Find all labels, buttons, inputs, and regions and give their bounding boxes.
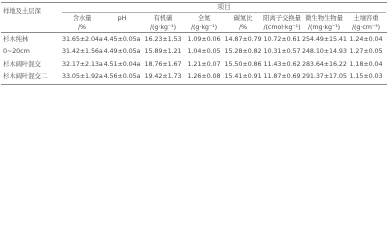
col-unit-3: /(g·kg⁻¹)	[149, 23, 177, 31]
row-label: 0~20cm	[3, 47, 30, 55]
table-cell: 10.72±0.61	[263, 35, 301, 43]
table-cell: 1.15±0.03	[349, 72, 383, 80]
bottom-rule	[1, 84, 387, 85]
table-cell: 15.41±0.91	[224, 72, 262, 80]
table-cell: 291.37±17.05	[302, 72, 347, 80]
col-unit-1: /%	[77, 23, 87, 31]
table-cell: 33.05±1.92a	[62, 72, 103, 80]
table-cell: 31.65±2.04a	[62, 35, 103, 43]
table-cell: 10.31±0.57	[263, 47, 301, 55]
group-header: 项目	[217, 3, 231, 11]
table-cell: 18.76±1.67	[144, 60, 182, 68]
row-label: 杉木阔叶混交二	[3, 72, 48, 80]
col-header-2: pH	[117, 14, 127, 22]
table-cell: 11.87±0.69	[263, 72, 301, 80]
table-cell: 1.04±0.05	[187, 47, 221, 55]
col-unit-5: /%	[238, 23, 248, 31]
table-cell: 1.27±0.05	[349, 47, 383, 55]
table-cell: 254.49±15.41	[302, 35, 347, 43]
table-cell: 1.18±0.04	[349, 60, 383, 68]
row-header: 样地及土层深	[3, 7, 41, 15]
table-cell: 1.24±0.04	[349, 35, 383, 43]
table-cell: 32.17±2.13a	[62, 60, 103, 68]
col-header-5: 碳氮比	[233, 14, 253, 22]
table-cell: 15.89±1.21	[144, 47, 182, 55]
table-cell: 15.28±0.82	[224, 47, 262, 55]
row-label: 杉木阔叶混交	[3, 60, 41, 68]
group-rule	[62, 12, 386, 13]
table-cell: 14.87±0.79	[224, 35, 262, 43]
col-header-4: 全氮	[197, 14, 211, 22]
data-table	[0, 0, 388, 87]
table-cell: 16.23±1.53	[144, 35, 182, 43]
table-cell: 4.51±0.04a	[103, 60, 141, 68]
table-cell: 31.42±1.56a	[62, 47, 103, 55]
col-unit-8: /(g·cm⁻³)	[351, 23, 380, 31]
col-header-1: 含水量	[72, 14, 92, 22]
header-rule	[1, 32, 387, 33]
table-cell: 1.21±0.07	[187, 60, 221, 68]
table-cell: 1.26±0.08	[187, 72, 221, 80]
table-cell: 1.09±0.06	[187, 35, 221, 43]
col-header-7: 微生物生物量	[305, 14, 343, 22]
col-header-3: 有机碳	[153, 14, 173, 22]
col-unit-4: /(g·kg⁻¹)	[190, 23, 218, 31]
table-cell: 15.50±0.86	[224, 60, 262, 68]
table-cell: 4.56±0.05a	[103, 72, 141, 80]
table-cell: 4.45±0.05a	[103, 35, 141, 43]
table-cell: 11.43±0.62	[263, 60, 301, 68]
table-cell: 19.42±1.73	[144, 72, 182, 80]
col-header-6: 阳离子交换量	[263, 14, 301, 22]
col-unit-6: /(cmol·kg⁻¹)	[263, 23, 301, 31]
table-cell: 283.64±16.22	[302, 60, 347, 68]
col-header-8: 土壤容重	[353, 14, 379, 22]
table-cell: 4.49±0.05a	[103, 47, 141, 55]
table-cell: 248.10±14.93	[302, 47, 347, 55]
col-unit-7: /(mg·kg⁻¹)	[307, 23, 341, 31]
row-label: 杉木纯林	[3, 35, 29, 43]
